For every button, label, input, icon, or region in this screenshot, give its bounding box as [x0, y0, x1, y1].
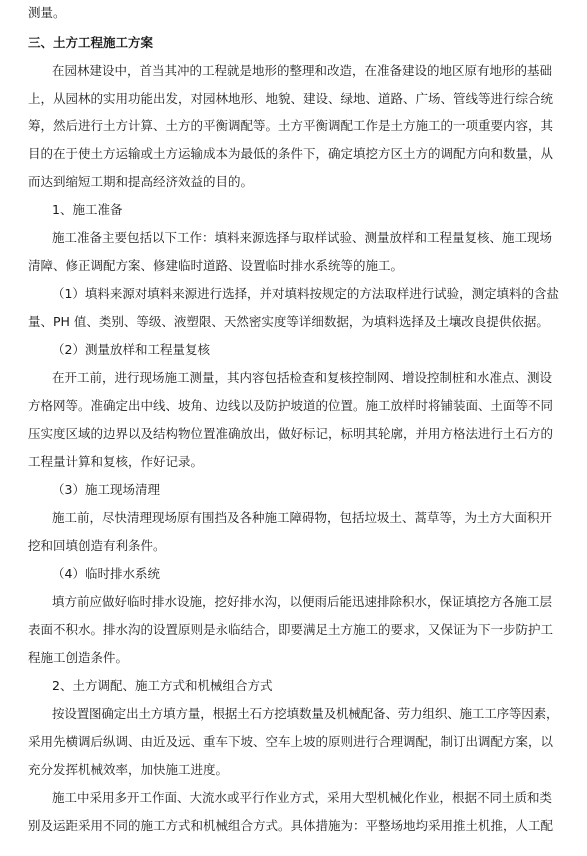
text-line: 在开工前，进行现场施工测量，其内容包括检查和复核控制网、增设控制桩和水准点、测设 — [52, 370, 553, 385]
text-line: 采用先横调后纵调、由近及远、重车下坡、空车上坡的原则进行合理调配，制订出调配方案，以 — [28, 734, 554, 749]
text-line: 施工准备主要包括以下工作：填料来源选择与取样试验、测量放样和工程量复核、施工现场 — [52, 230, 553, 245]
text-line: 在园林建设中，首当其冲的工程就是地形的整理和改造，在准备建设的地区原有地形的基础 — [52, 63, 553, 78]
text-line: 别及运距采用不同的施工方式和机械组合方式。具体措施为：平整场地均采用推土机推，人工配 — [28, 818, 554, 833]
text-line: （1）填料来源对填料来源进行选择，并对填料按规定的方法取样进行试验，测定填料的含盐 — [52, 286, 559, 301]
text-line: 清障、修正调配方案、修建临时道路、设置临时排水系统等的施工。 — [28, 258, 404, 273]
text-line: 而达到缩短工期和提高经济效益的目的。 — [28, 174, 254, 189]
section-heading: 三、土方工程施工方案 — [28, 35, 154, 50]
text-line: 量、PH 值、类别、等级、液塑限、天然密实度等详细数据，为填料选择及土壤改良提供依据。 — [28, 314, 549, 329]
text-line: 程施工创造条件。 — [28, 650, 129, 665]
text-line: 压实度区域的边界以及结构物位置准确放出，做好标记，标明其轮廓，并用方格法进行土石方的 — [28, 426, 554, 441]
text-line: 方格网等。准确定出中线、坡角、边线以及防护坡道的位置。施工放样时将铺装面、土面等不同 — [28, 398, 554, 413]
text-line: 测量。 — [28, 5, 66, 20]
subheading: 2、土方调配、施工方式和机械组合方式 — [52, 678, 273, 693]
text-line: 筹，然后进行土方计算、土方的平衡调配等。土方平衡调配工作是土方施工的一项重要内容，其 — [28, 118, 554, 133]
subheading: 1、施工准备 — [52, 202, 123, 217]
text-line: 上，从园林的实用功能出发，对园林地形、地貌、建设、绿地、道路、广场、管线等进行综合统 — [28, 91, 554, 106]
text-line: 填方前应做好临时排水设施，挖好排水沟，以便雨后能迅速排除积水，保证填挖方各施工层 — [52, 594, 553, 609]
text-line: 目的在于使土方运输或土方运输成本为最低的条件下，确定填挖方区土方的调配方向和数量，从 — [28, 146, 554, 161]
text-line: 按设置图确定出土方填方量，根据土石方挖填数量及机械配备、劳力组织、施工工序等因素， — [52, 706, 559, 721]
subheading: （2）测量放样和工程量复核 — [52, 342, 210, 357]
subheading: （3）施工现场清理 — [52, 482, 160, 497]
text-line: 充分发挥机械效率，加快施工进度。 — [28, 762, 229, 777]
text-line: 挖和回填创造有利条件。 — [28, 538, 166, 553]
subheading: （4）临时排水系统 — [52, 566, 160, 581]
text-line: 施工前，尽快清理现场原有围挡及各种施工障碍物，包括垃圾土、蒿草等，为土方大面积开 — [52, 510, 553, 525]
text-line: 施工中采用多开工作面、大流水或平行作业方式，采用大型机械化作业，根据不同土质和类 — [52, 790, 553, 805]
text-line: 表面不积水。排水沟的设置原则是永临结合，即要满足土方施工的要求，又保证为下一步防护工 — [28, 622, 554, 637]
text-line: 工程量计算和复核，作好记录。 — [28, 454, 204, 469]
